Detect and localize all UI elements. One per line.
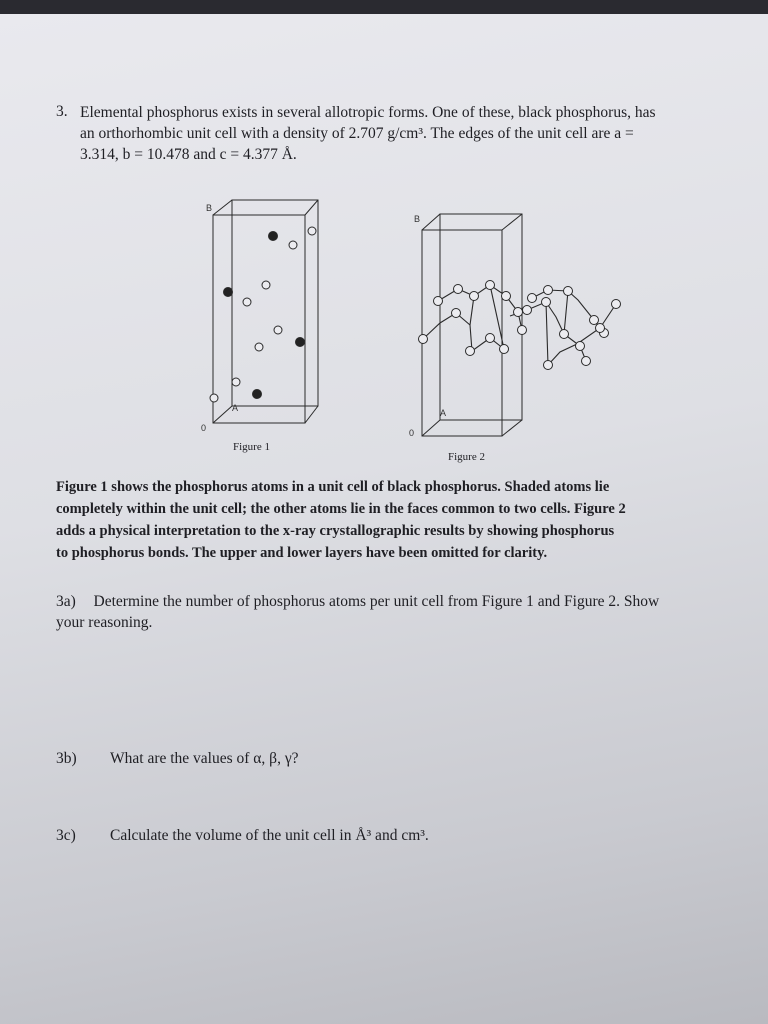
figure-2-bond-chains	[423, 285, 616, 365]
figure-description	[56, 476, 736, 564]
question-3a-line-2: your reasoning.	[56, 613, 153, 631]
figure-2-caption: Figure 2	[448, 451, 485, 463]
question-3c-label: 3c)	[56, 827, 76, 844]
question-3b-label: 3b)	[56, 750, 77, 767]
figure-2-atoms	[419, 281, 621, 370]
fig2-axis-b: B	[414, 214, 421, 224]
figure-1-caption: Figure 1	[233, 441, 270, 453]
question-3a-line-1: Determine the number of phosphorus atoms per unit cell from Figure 1 and Figure 2. Show	[93, 593, 660, 610]
description-line-3: adds a physical interpretation to the x-ray crystallographic results by showing phosphorus	[56, 523, 615, 540]
question-3a	[56, 592, 736, 634]
question-3a-label: 3a)	[56, 593, 76, 610]
description-line-2: completely within the unit cell; the other atoms lie in the faces common to two cells. Figure 2	[56, 501, 626, 518]
fig2-axis-a: A	[440, 408, 447, 418]
fig2-origin: 0	[409, 428, 415, 438]
description-line-1: Figure 1 shows the phosphorus atoms in a unit cell of black phosphorus. Shaded atoms lie	[56, 479, 610, 495]
question-3b-text: What are the values of α, β, γ?	[110, 750, 299, 767]
intro-line-2: an orthorhombic unit cell with a density of 2.707 g/cm³. The edges of the unit cell are a =	[80, 124, 634, 142]
fig1-origin: 0	[201, 423, 207, 433]
figure-1-unit-cell	[213, 200, 318, 423]
question-3c-text: Calculate the volume of the unit cell in Å³ and cm³.	[110, 827, 429, 844]
figure-1-atoms	[210, 227, 316, 402]
intro-line-3: 3.314, b = 10.478 and c = 4.377 Å.	[80, 145, 297, 163]
fig1-axis-b: B	[206, 203, 213, 213]
question-3-number: 3.	[56, 103, 68, 120]
fig1-axis-a: A	[232, 403, 239, 413]
unit-cell-figures	[0, 0, 768, 470]
description-line-4: to phosphorus bonds. The upper and lower layers have been omitted for clarity.	[56, 545, 548, 562]
intro-line-1: Elemental phosphorus exists in several allotropic forms. One of these, black phosphorus, has	[80, 104, 656, 121]
figure-2-unit-cell	[422, 214, 522, 436]
